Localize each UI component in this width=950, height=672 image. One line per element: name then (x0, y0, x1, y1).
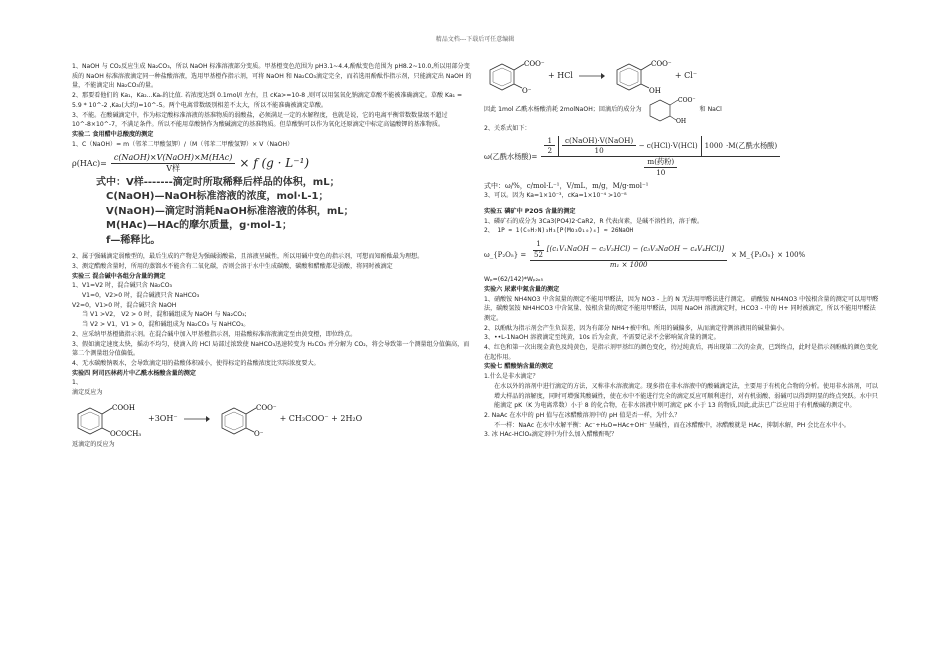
residual-line (484, 96, 879, 124)
answer-paragraph: 当 V1 >V2， V2 > 0 时，混和碱组成为 NaOH 与 Na₂CO₃; (82, 311, 247, 319)
section-heading: 实验五 磷矿中 P2O5 含量的测定 (484, 207, 576, 215)
legend-line: C(NaOH)—NaOH标准溶液的浓度，mol·L-1； (106, 191, 329, 203)
salicylate-structure (216, 398, 277, 440)
svg-text:OH: OH (648, 87, 661, 95)
reactant-hydroxide: +3OH⁻ (148, 413, 178, 423)
answer-paragraph: 2、应采纳甲基橙做指示剂。在混合碱中加入甲基橙指示剂，用盐酸标准溶液滴定至由黄变橙，即位终点。 (72, 330, 357, 338)
question-line: 2. NaAc 在水中的 pH 值与在冰醋酸溶剂中的 pH 值是否一样，为什么？ (484, 411, 681, 419)
product-chloride: + Cl⁻ (674, 71, 698, 81)
volume-terms: [(c₁V₁NaOH − c₂V₂HCl) − (c₃V₃NaOH − c₄V₄HCl)] (546, 245, 725, 254)
reaction-products: + CH₃COO⁻ + 2H₂O (279, 413, 363, 423)
legend-line: f—稀释比。 (106, 234, 161, 246)
section-heading: 实验四 阿司匹林药片中乙酰水杨酸含量的测定 (72, 369, 196, 377)
answer-paragraph: 1、 (72, 379, 82, 387)
coef-fraction (533, 240, 543, 260)
formula-lhs: ω_{P₂O₅} = (484, 250, 527, 259)
mass-den: 10 (656, 167, 666, 177)
svg-text:O⁻: O⁻ (522, 87, 532, 95)
hcl-term: − c(HCl)·V(HCl) (638, 140, 698, 150)
formula-legend (96, 176, 472, 249)
formula-denominator (541, 157, 780, 177)
answer-paragraph: 当 V2 > V1，V1 > 0，混和碱组成为 Na₂CO₃ 与 NaHCO₃。 (82, 321, 250, 329)
svg-text:OCOCH₃: OCOCH₃ (110, 429, 142, 438)
answer-paragraph: 3、测定醋酸含量时，所用的蒸馏水不能含有二氧化碳，否则会溶于水中生成碳酸，碳酸和醋酸都是弱酸，将同时被滴定 (72, 262, 393, 270)
formula-fraction (111, 153, 235, 173)
answer-paragraph: 1、NaOH 与 CO₂反应生成 Na₂CO₃，所以 NaOH 标准溶液部分变质。甲基橙变色范围为 pH3.1~4.4,酚酞变色范围为 pH8.2~10.0,所以用部分变质的 NaOH 标准溶液滴定同一种盐酸溶液，选用甲基橙作指示剂，可将 NaOH 和 Na₂CO₃滴定完全，而若选用酚酞作指示剂，只能滴定出 NaOH 的量，不能滴定出 Na₂CO₃的量。 (72, 63, 472, 90)
p2o5-formula (484, 240, 879, 271)
svg-text:OH: OH (675, 118, 686, 125)
question-line: 3. 冰 HAc-HClO₄滴定剂中为什么加入醋酸酐呢？ (484, 431, 618, 439)
acetic-acid-formula (72, 153, 472, 173)
question-line: 1.什么是非水滴定？ (484, 373, 539, 381)
coef-den: 52 (534, 250, 543, 259)
answer-paragraph: 3、••L-1NaOH 溶液滴定至纯黄，10s 后为金黄，不需要记录不会影响氮含量的测定。 (484, 334, 720, 342)
answer-paragraph: 和 NaCl (699, 106, 722, 114)
answer-paragraph: 3、假如滴定速度太快，摇动不均匀，使滴入的 HCl 局部过浓致使 NaHCO₃迅速转变为 H₂CO₃ 并分解为 CO₂，将会导致第一个测量组分值偏高，而第二个测量组分值偏低。 (72, 340, 470, 358)
answer-paragraph: Wₚ=(62/142)*Wₚ₂ₒ₅ (484, 276, 544, 284)
right-column (484, 62, 879, 440)
mass-fraction (644, 157, 677, 177)
answer-paragraph: 4、红色和第一次出现金黄色及纯黄色，是指示剂甲基红的颜色变化，待过纯黄后，再出现第二次的金黄，已到终点，此时是指示剂酚酞的颜色变化在起作用。 (484, 344, 878, 361)
legend-line: M(HAc)—HAc的摩尔质量，g·mol-1； (106, 220, 292, 232)
answer-paragraph: 2、关系式如下： (484, 125, 531, 132)
left-column (72, 62, 472, 449)
answer-paragraph: V2=0，V1>0 时，混合碱只含 NaOH (72, 301, 177, 309)
answer-paragraph: 1、C（NaOH）= m（邻苯二甲酸氢钾）/（M（邻苯二甲酸氢钾）× V（NaOH） (72, 140, 294, 148)
salicylate-structure (484, 56, 545, 96)
formula-bracket (558, 136, 702, 156)
svg-text:COO⁻: COO⁻ (677, 97, 696, 104)
svg-text:O⁻: O⁻ (253, 429, 263, 438)
arrow-icon (184, 414, 210, 424)
formula-denominator: V样 (166, 164, 180, 174)
salicylate-oh-structure (646, 96, 696, 124)
answer-paragraph: 2、 1P ≈ 1(C₉H₇N)₃H₃[P(Mo₃O₁₀)₄] ≈ 26NaOH (484, 227, 634, 235)
answer-paragraph: 2、那要看他们的 Ka₁，Ka₂...Kaₙ的比值. 若浓度达到 0.1mol/l 左右，且 cKa>=10-8 ,则可以用氢氧化钠滴定草酸不能被准确滴定。草酸 Ka₁ = 5.9 * 10^-2 ,Ka₂(大约)=10^-5。两个电离常数级别相差不太大，所以不能准确被滴定草酸。 (72, 92, 463, 109)
answer-paragraph: 1、磷矿石的成分为 3Ca3(PO4)2·CaR2，R 代表卤素，是碱不溶性的，溶于酸。 (484, 217, 704, 225)
reactant-hcl: + HCl (548, 71, 573, 81)
answer-paragraph: 因此 1mol 乙酰水杨酸消耗 2molNaOH；回滴后的成分为 (484, 106, 642, 114)
aspirin-structure (72, 398, 142, 440)
svg-text:COO⁻: COO⁻ (524, 60, 545, 68)
formula-denominator: m₁ × 1000 (609, 261, 648, 270)
answer-paragraph: 返滴定的反应为 (72, 440, 115, 448)
svg-text:COOH: COOH (112, 403, 135, 412)
answer-paragraph: 3、可以。因为 Ka=1×10⁻³，cKa=1×10⁻⁴ >10⁻⁸ (484, 192, 627, 200)
page-header: 精品文档---下载后可任意编辑 (435, 36, 515, 43)
answer-paragraph: 在水以外的溶剂中进行滴定的方法，又称非水溶液滴定。现多指在非水溶液中的酸碱滴定法，主要用于有机化合物的分析。使用非水溶剂，可以增大样品的溶解度，同时可增强其酸碱性，使在水中不能进行完全的滴定反应可顺利进行，对有机弱酸、弱碱可以得到明显的终点突跃。水中只能滴定 pK（K 为电离常数）小于 8 的化合物，在非水溶液中则可滴定 pK 小于 13 的物质,因此,此法已广泛应用于有机酸碱的测定中。 (494, 382, 878, 410)
coef-num: 1 (533, 240, 543, 251)
formula-fraction (541, 136, 780, 178)
half-den: 2 (547, 146, 553, 156)
formula-numerator (541, 136, 780, 157)
svg-text:COO⁻: COO⁻ (650, 60, 672, 68)
answer-paragraph: 1、硝酸铵 NH4NO3 中含氮量的测定不能用甲醛法，因为 NO3 - 上的 N 无法用甲醛法进行测定。 硝酸铵 NH4NO3 中铵根含量的测定可以用甲醛法，碳酸氢铵 NH4HCO3 中含氮量、铵根含量的测定不能用甲醛法，因用 NaOH 溶液滴定时，HCO3 - 中的 H+ 同时被滴定，所以不能用甲醛法测定。 (484, 295, 879, 322)
legend-line: V(NaOH)—滴定时消耗NaOH标准溶液的体积，mL； (106, 205, 354, 217)
formula-fraction (530, 240, 727, 271)
formula-numerator: c(NaOH)×V(NaOH)×M(HAc) (111, 153, 235, 164)
legend-line: 式中：V样-------滴定时所取稀释后样品的体积，mL； (96, 176, 340, 188)
answer-paragraph: V1=0，V2>0 时，混合碱液只含 NaHCO₃ (82, 292, 200, 300)
answer-paragraph: 2、属于强碱滴定弱酸型的，最后生成的产物是为强碱弱酸盐，且溶液呈碱性，所以用碱中变色的指示剂，可想而知酚酞最为理想。 (72, 253, 424, 261)
formula-numerator (530, 240, 727, 261)
answer-paragraph: 滴定反应为 (72, 389, 103, 397)
svg-text:COO⁻: COO⁻ (255, 403, 277, 412)
units-line: 式中：ω/%，c/mol·L⁻¹，V/mL，m/g，M/g·mol⁻¹ (484, 181, 649, 190)
naoh-term: c(NaOH)·V(NaOH) (562, 136, 636, 147)
formula-lhs: ω(乙酰水杨酸)= (484, 151, 538, 161)
formula-lhs: ρ(HAc)= (72, 158, 107, 168)
answer-paragraph: 2、以酚酞为指示剂会产生负误差，因为有部分 NH4+被中和。所用的碱偏多，从而滴定待测溶液用的碱量偏小。 (484, 324, 789, 332)
section-heading: 实验二 食用醋中总酸度的测定 (72, 130, 154, 138)
section-heading: 实验三 混合碱中各组分含量的测定 (72, 272, 166, 280)
naoh-den: 10 (594, 146, 604, 156)
answer-paragraph: 不一样：NaAc 在水中水解平衡：Ac⁻+H₂O=HAc+OH⁻ 呈碱性，而在冰醋酸中，冰醋酸就是 HAc，抑制水解，PH 会比在水中小。 (494, 421, 850, 429)
titration-reaction (72, 398, 472, 440)
formula-thousand: 1000 (704, 141, 723, 151)
formula-rhs: × M_{P₂O₅} × 100% (731, 250, 806, 259)
mass-term: m(药粉) (644, 157, 677, 168)
answer-paragraph: 3、不能。在酸碱滴定中，作为标定酸标准溶液的基准物质的弱酸盐，必须满足一定的水解程度，也就是说，它的电离平衡常数数量级不超过 10^-8×10^-7，不满足条件。所以不能用草酸钠作为酸碱滴定的基准物质。但草酸钠可以作为氧化还原滴定中标定高锰酸钾的基准物质。 (72, 111, 448, 129)
section-heading: 实验七 醋酸钠含量的测定 (484, 363, 554, 371)
aspirin-content-formula (484, 136, 879, 178)
arrow-icon (579, 71, 605, 81)
section-heading: 实验六 尿素中氮含量的测定 (484, 285, 560, 293)
answer-paragraph: 1、V1=V2 时，混合碱只含 Na₂CO₃ (72, 282, 172, 290)
half-num: 1 (544, 136, 555, 147)
answer-paragraph: 4、无水碳酸钠吸水，会导致滴定用的盐酸体积减小，使得标定的盐酸浓度比实际浓度要大。 (72, 359, 320, 367)
formula-rhs: × f (g · L⁻¹) (239, 155, 310, 170)
formula-molar-mass: ·M(乙酰水杨酸) (725, 141, 778, 151)
half-fraction (544, 136, 555, 156)
naoh-fraction (562, 136, 636, 156)
back-titration-reaction (484, 56, 879, 96)
salicylate-oh-structure (611, 56, 672, 96)
